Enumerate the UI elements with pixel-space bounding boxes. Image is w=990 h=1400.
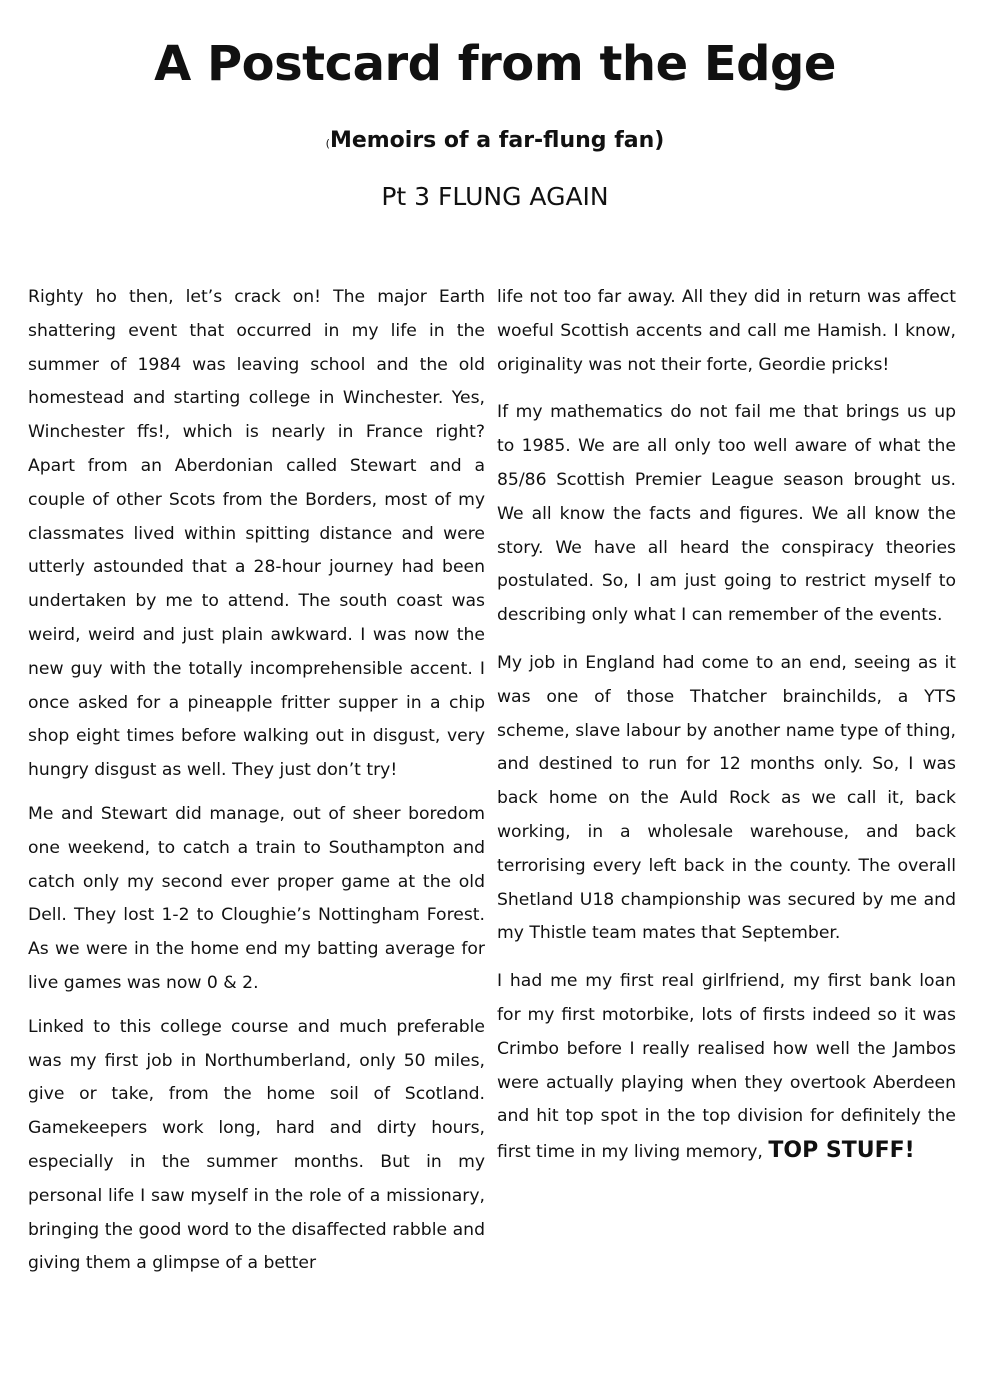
closing-paragraph: [497, 965, 956, 1170]
page-title: A Postcard from the Edge: [154, 36, 836, 92]
paragraph: Linked to this college course and much preferable was my first job in Northumberland, only 50 miles, give or take, from the home soil of Scotland. Gamekeepers work long, hard and dirty hours, especially in the summer months. But in my personal life I saw myself in the role of a missionary, bringing the good word to the disaffected rabble and giving them a glimpse of a better: [28, 1016, 485, 1274]
paragraph: If my mathematics do not fail me that brings us up to 1985. We are all only too well aware of what the 85/86 Scottish Premier League season brought us. We all know the facts and figures. We all know the story. We have all heard the conspiracy theories postulated. So, I am just going to restrict myself to describing only what I can remember of the events.: [497, 402, 956, 626]
top-stuff-emphasis: TOP STUFF!: [768, 1138, 915, 1164]
right-column: [497, 281, 956, 1180]
paragraph: Righty ho then, let’s crack on! The major Earth shattering event that occurred in my life in the summer of 1984 was leaving school and the old homestead and starting college in Winchester. Yes, Winchester ffs!, which is nearly in France right? Apart from an Aberdonian called Stewart and a couple of other Scots from the Borders, most of my classmates lived within spitting distance and were utterly astounded that a 28-hour journey had been undertaken by me to attend. The south coast was weird, weird and just plain awkward. I was now the new guy with the totally incomprehensible accent. I once asked for a pineapple fritter supper in a chip shop eight times before walking out in disgust, very hungry disgust as well. They just don’t try!: [28, 287, 485, 781]
part-heading: Pt 3 FLUNG AGAIN: [381, 182, 609, 211]
paragraph: My job in England had come to an end, seeing as it was one of those Thatcher brainchilds, a YTS scheme, slave labour by another name type of thing, and destined to run for 12 months only. So, I was back home on the Auld Rock as we call it, back working, in a wholesale warehouse, and back terrorising every left back in the county. The overall Shetland U18 championship was secured by me and my Thistle team mates that September.: [497, 652, 956, 944]
subtitle-text: Memoirs of a far-flung fan): [329, 128, 665, 153]
paragraph: life not too far away. All they did in return was affect woeful Scottish accents and call me Hamish. I know, originality was not their forte, Geordie pricks!: [497, 287, 956, 375]
page-subtitle: [0, 126, 990, 159]
closing-paragraph-text: I had me my first real girlfriend, my first bank loan for my first motorbike, lots of firsts indeed so it was Crimbo before I really realised how well the Jambos were actually playing when they overtook Aberdeen and hit top spot in the top division for definitely the first time in my living memory,: [497, 971, 956, 1163]
left-column: [28, 281, 485, 1291]
subtitle-open-paren: (: [325, 137, 330, 150]
paragraph: Me and Stewart did manage, out of sheer boredom one weekend, to catch a train to Southampton and catch only my second ever proper game at the old Dell. They lost 1-2 to Cloughie’s Nottingham Forest. As we were in the home end my batting average for live games was now 0 & 2.: [28, 803, 485, 993]
